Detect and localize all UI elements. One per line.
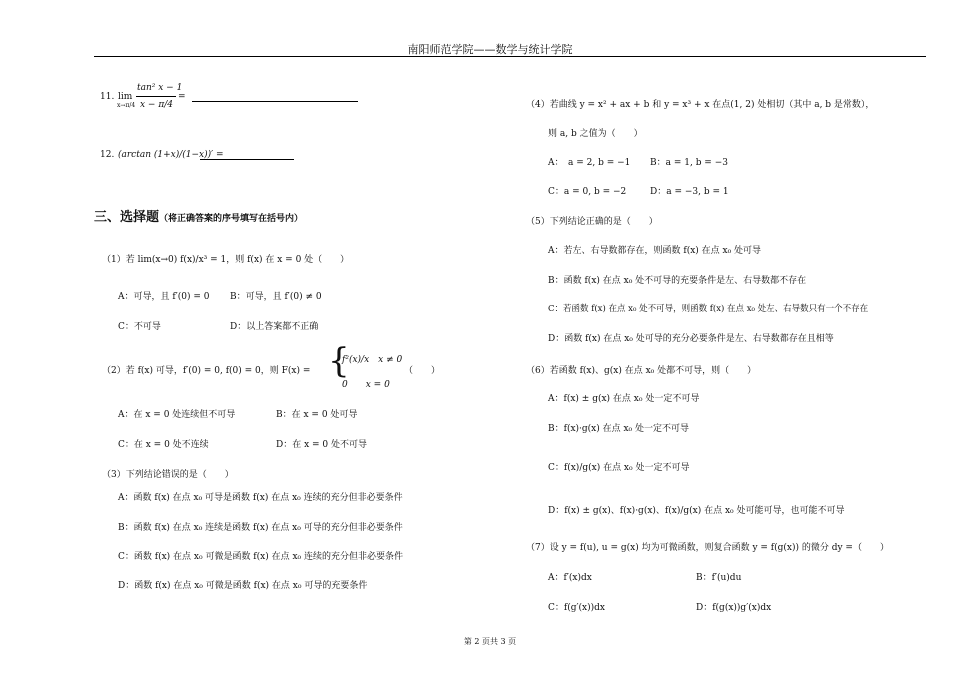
q12-number: 12. bbox=[100, 150, 115, 160]
q4-stem: （4）若曲线 y = x² + ax + b 和 y = x³ + x 在点(1, 2) 处相切（其中 a, b 是常数）， bbox=[526, 100, 875, 110]
q2-answer-paren: （ ） bbox=[404, 366, 441, 376]
q2-option-a: A：在 x = 0 处连续但不可导 bbox=[118, 410, 236, 420]
q6-stem: （6）若函数 f(x)、g(x) 在点 x₀ 处都不可导，则（ ） bbox=[526, 366, 757, 376]
q5-option-a: A：若左、右导数都存在，则函数 f(x) 在点 x₀ 处可导 bbox=[548, 246, 762, 256]
q5-option-b: B：函数 f(x) 在点 x₀ 处不可导的充要条件是左、右导数都不存在 bbox=[548, 276, 807, 286]
q4-option-a: A： a = 2, b = −1 bbox=[548, 158, 631, 168]
section-note: （将正确答案的序号填写在括号内） bbox=[159, 214, 304, 224]
q11-lim: lim bbox=[118, 92, 133, 102]
q11-number: 11. bbox=[100, 92, 115, 102]
q4-option-b: B：a = 1, b = −3 bbox=[650, 158, 728, 168]
q6-option-d: D：f(x) ± g(x)、f(x)·g(x)、f(x)/g(x) 在点 x₀ 处可能可导，也可能不可导 bbox=[548, 506, 845, 516]
q6-option-c: C：f(x)/g(x) 在点 x₀ 处一定不可导 bbox=[548, 463, 690, 473]
q2-case-1: f²(x)/x x ≠ 0 bbox=[342, 355, 403, 365]
q1-stem: （1）若 lim(x→0) f(x)/x³ = 1，则 f(x) 在 x = 0 处（ ） bbox=[102, 255, 350, 265]
q1-option-c: C：不可导 bbox=[118, 322, 161, 332]
q11-numerator: tan² x − 1 bbox=[137, 83, 183, 93]
q3-option-c: C：函数 f(x) 在点 x₀ 可微是函数 f(x) 在点 x₀ 连续的充分但非必要条件 bbox=[118, 552, 403, 562]
q3-option-b: B：函数 f(x) 在点 x₀ 连续是函数 f(x) 在点 x₀ 可导的充分但非必要条件 bbox=[118, 523, 403, 533]
page-header-title: 南阳师范学院——数学与统计学院 bbox=[407, 43, 573, 56]
q2-case-2: 0 x = 0 bbox=[342, 380, 390, 390]
q4-option-c: C：a = 0, b = −2 bbox=[548, 187, 627, 197]
q5-stem: （5）下列结论正确的是（ ） bbox=[526, 217, 658, 227]
q1-option-d: D：以上答案都不正确 bbox=[230, 322, 319, 332]
q12-expression: (arctan (1+x)/(1−x))′ = bbox=[118, 150, 224, 160]
q6-option-b: B：f(x)·g(x) 在点 x₀ 处一定不可导 bbox=[548, 424, 690, 434]
q7-option-a: A：f′(x)dx bbox=[548, 573, 592, 583]
q6-option-a: A：f(x) ± g(x) 在点 x₀ 处一定不可导 bbox=[548, 394, 700, 404]
q2-option-d: D：在 x = 0 处不可导 bbox=[276, 440, 368, 450]
header-rule bbox=[94, 56, 926, 57]
q1-option-b: B：可导，且 f′(0) ≠ 0 bbox=[230, 292, 322, 302]
q1-option-a: A：可导，且 f′(0) = 0 bbox=[118, 292, 210, 302]
q3-option-a: A：函数 f(x) 在点 x₀ 可导是函数 f(x) 在点 x₀ 连续的充分但非必要条件 bbox=[118, 493, 403, 503]
q7-stem: （7）设 y = f(u), u = g(x) 均为可微函数，则复合函数 y = f(g(x)) 的微分 dy =（ ） bbox=[526, 543, 889, 553]
q4-option-d: D：a = −3, b = 1 bbox=[650, 187, 729, 197]
q2-option-c: C：在 x = 0 处不连续 bbox=[118, 440, 209, 450]
q3-stem: （3）下列结论错误的是（ ） bbox=[102, 470, 234, 480]
q2-stem: （2）若 f(x) 可导，f′(0) = 0, f(0) = 0，则 F(x) = bbox=[102, 366, 311, 376]
page-footer: 第 2 页共 3 页 bbox=[463, 637, 517, 646]
q3-option-d: D：函数 f(x) 在点 x₀ 可微是函数 f(x) 在点 x₀ 可导的充要条件 bbox=[118, 581, 368, 591]
q12-answer-blank[interactable] bbox=[200, 159, 294, 160]
q11-equals: = bbox=[178, 92, 186, 102]
q11-answer-blank[interactable] bbox=[192, 101, 358, 102]
q7-option-d: D：f(g(x))g′(x)dx bbox=[696, 603, 772, 613]
q7-option-c: C：f(g′(x))dx bbox=[548, 603, 605, 613]
q2-option-b: B：在 x = 0 处可导 bbox=[276, 410, 358, 420]
section-title bbox=[94, 206, 303, 225]
q11-denominator: x − π/4 bbox=[140, 100, 174, 110]
q5-option-d: D：函数 f(x) 在点 x₀ 处可导的充分必要条件是左、右导数都存在且相等 bbox=[548, 334, 834, 344]
q11-fraction-bar bbox=[136, 96, 176, 97]
section-title-text: 三、选择题 bbox=[94, 210, 160, 225]
q2-brace: { bbox=[328, 341, 350, 381]
q4-stem-2: 则 a, b 之值为（ ） bbox=[548, 129, 643, 139]
q11-lim-sub: x→π/4 bbox=[117, 102, 136, 109]
q5-option-c: C：若函数 f(x) 在点 x₀ 处不可导，则函数 f(x) 在点 x₀ 处左、右导数只有一个不存在 bbox=[548, 304, 869, 314]
q7-option-b: B：f′(u)du bbox=[696, 573, 742, 583]
